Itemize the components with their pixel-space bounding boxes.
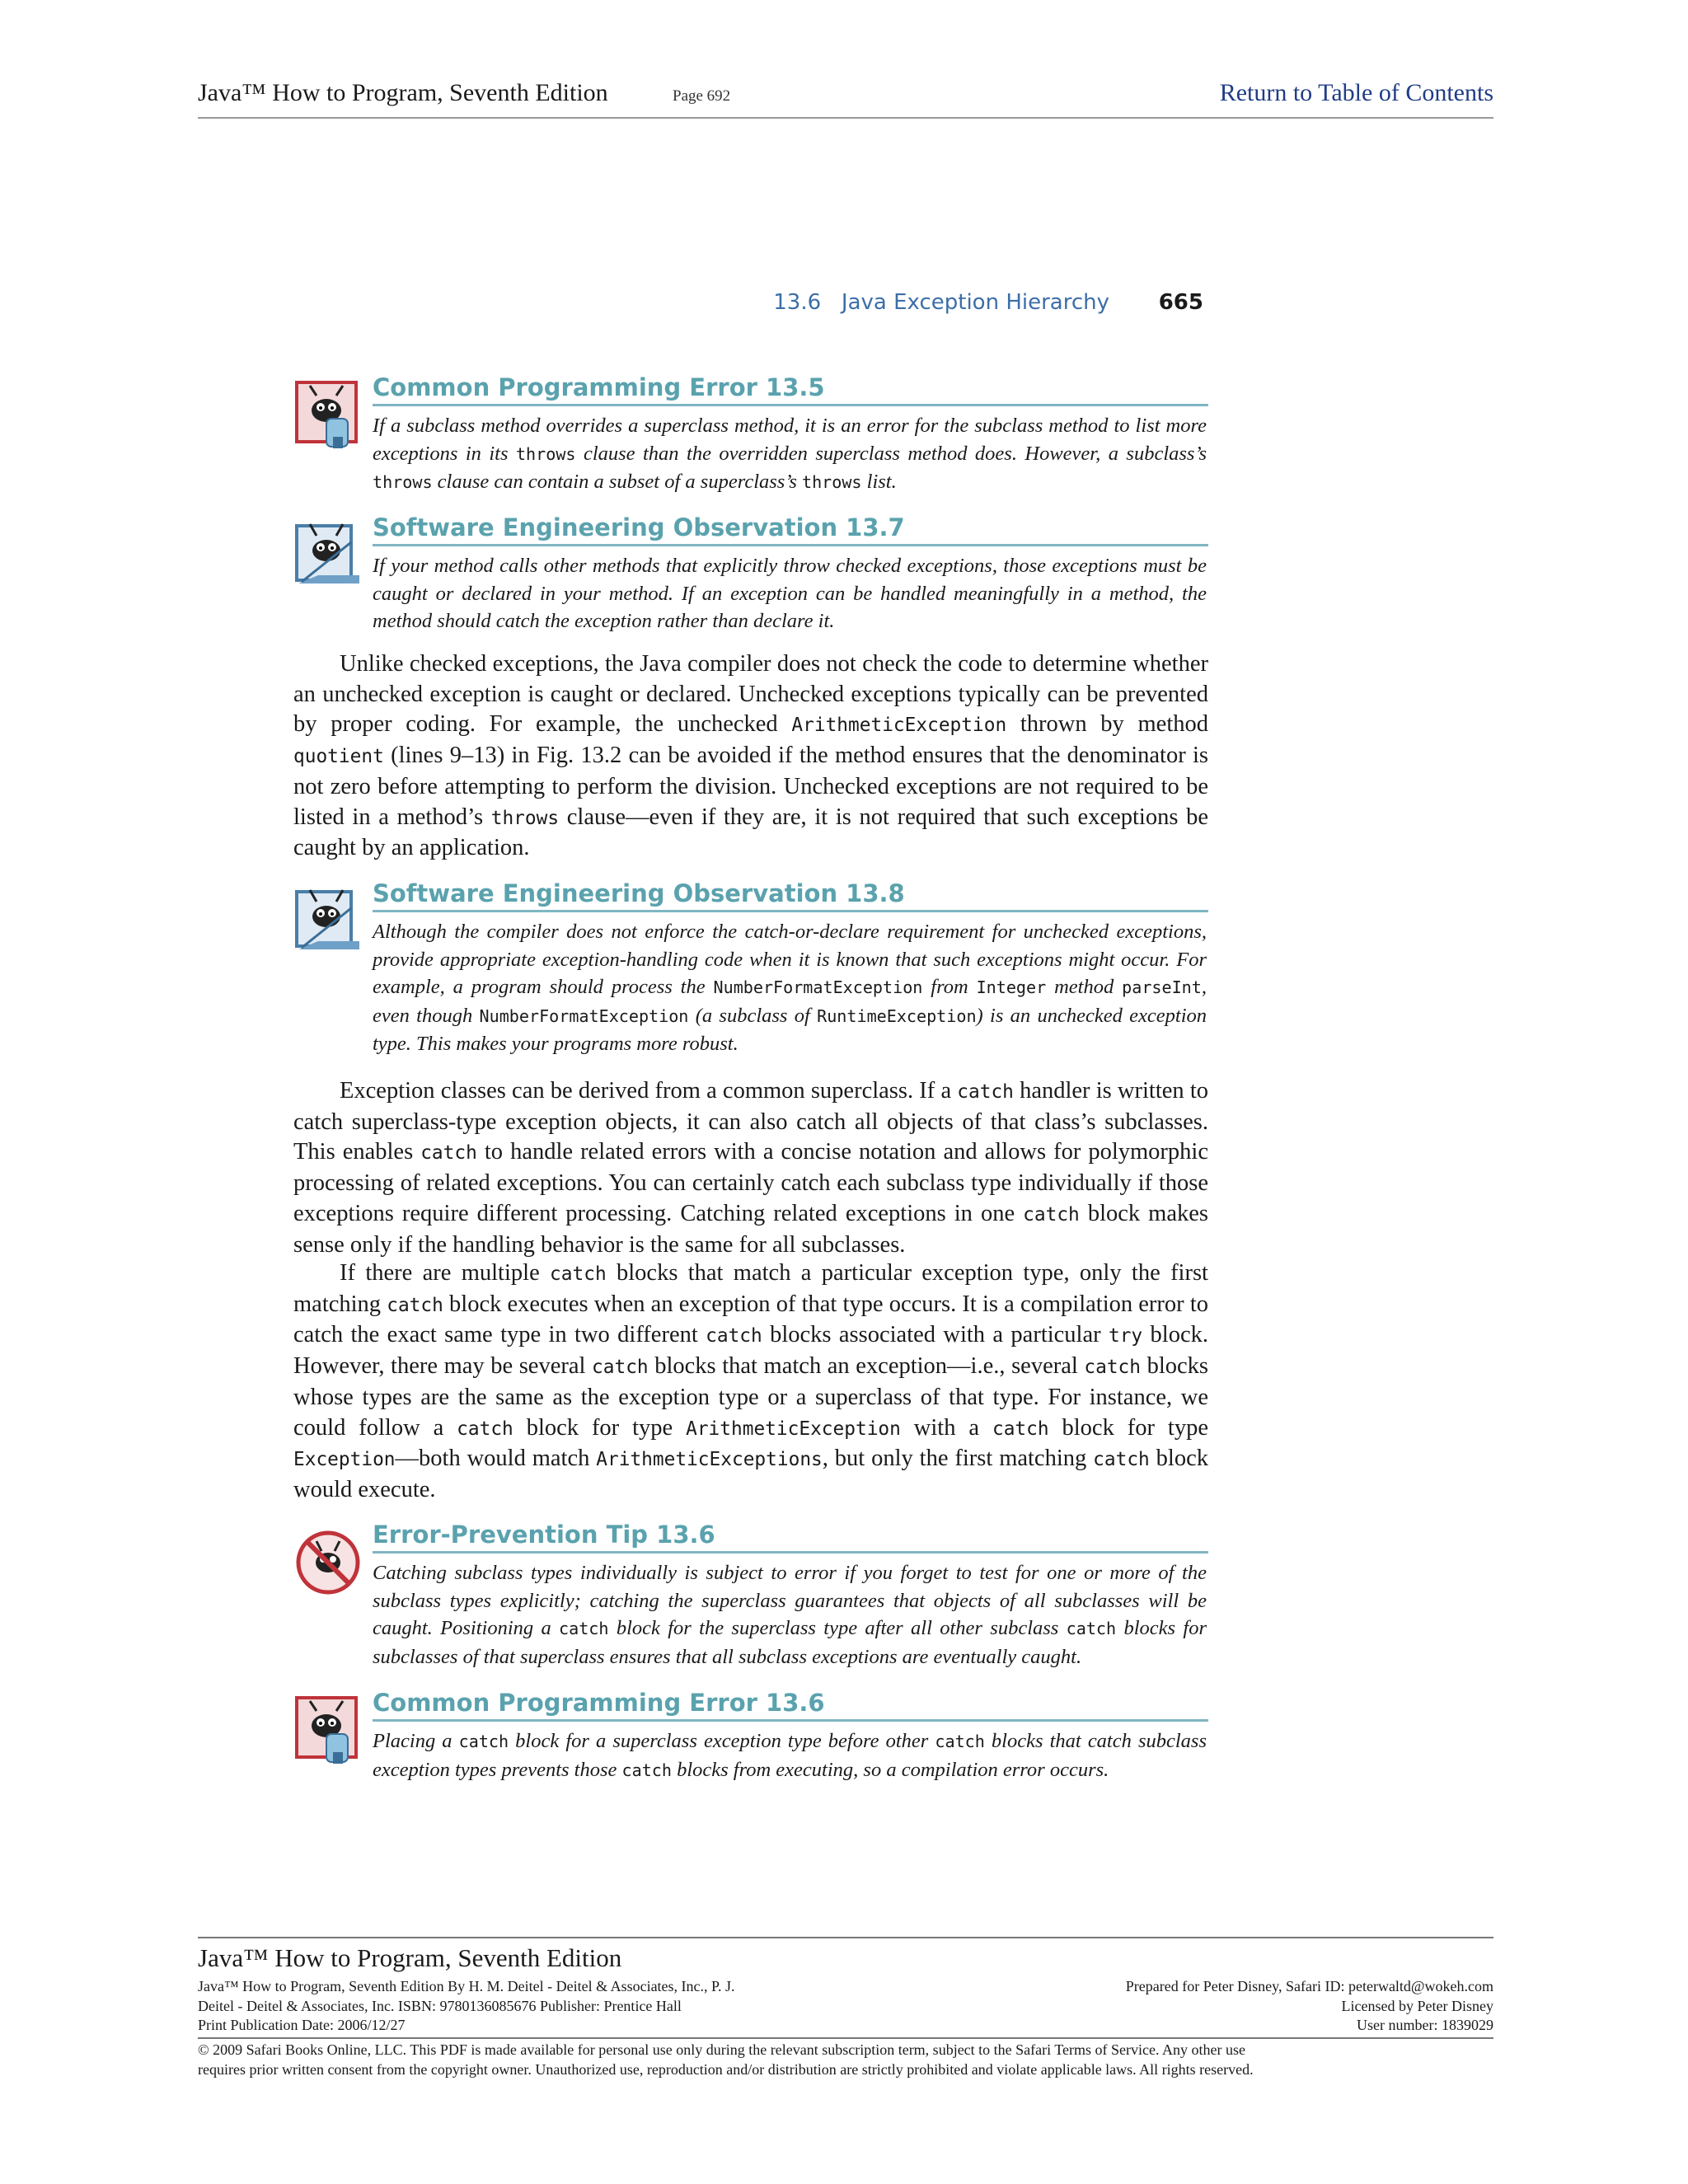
bug-architect-icon xyxy=(293,883,366,958)
inline-code: catch xyxy=(550,1263,607,1285)
body-paragraph: If there are multiple catch blocks that match a particular exception type, only the first matching catch block executes when an exception of that type occurs. It is a compilation error to catch the exact same type in two different catch blocks associated with a particular try block. However, there may be several catch blocks that match an exception—i.e., several catch blocks whose types are the same as the exception type or a superclass of that type. For instance, we could follow a catch block for type ArithmeticException with a catch block for type Exception—both would match ArithmeticExceptions, but only the first matching catch block would execute. xyxy=(293,1260,1208,1502)
footer-book-title: Java™ How to Program, Seventh Edition xyxy=(198,1943,622,1972)
page-header xyxy=(198,79,1493,119)
no-bug-icon xyxy=(293,1525,366,1599)
tip-title: Software Engineering Observation 13.7 xyxy=(373,513,1208,546)
footer-line: Print Publication Date: 2006/12/27 xyxy=(198,2017,406,2033)
inline-code: throws xyxy=(490,807,560,829)
page-label: Page 692 xyxy=(673,87,731,105)
inline-code: catch xyxy=(706,1325,762,1347)
inline-code: ArithmeticException xyxy=(686,1418,901,1440)
tip-text: Catching subclass types individually is subject to error if you forget to test for one or more of the subclass types explicitly; catching the superclass guarantees that objects of all subclasses will be caught. Positioning a catch block for the superclass type after all other subclass catch blocks for subclasses of that superclass ensures that all subclass exceptions are eventually caught. xyxy=(373,1562,1207,1668)
inline-code: throws xyxy=(373,472,433,492)
inline-code: catch xyxy=(458,1732,509,1751)
bug-architect-icon xyxy=(293,518,366,592)
section-title: 13.6 Java Exception Hierarchy xyxy=(773,290,1109,315)
inline-code: RuntimeException xyxy=(817,1005,977,1026)
inline-code: try xyxy=(1108,1325,1143,1347)
running-head xyxy=(742,290,1203,323)
inline-code: parseInt xyxy=(1122,977,1202,997)
inline-code: catch xyxy=(420,1142,477,1165)
inline-code: NumberFormatException xyxy=(479,1005,689,1026)
footer-license-info xyxy=(1126,1977,1493,2036)
tip-box xyxy=(293,373,1208,504)
tip-text: Although the compiler does not enforce the catch-or-declare requirement for unchecked exceptions, provide appropriate exception-handling code when it is known that such exceptions might occur. For example, a program should process the NumberFormatException from Integer method parseInt, even though NumberFormatException (a subclass of RuntimeException) is an unchecked exception type. This makes your programs more robust. xyxy=(373,921,1207,1055)
inline-code: catch xyxy=(592,1357,649,1379)
body-paragraph: Exception classes can be derived from a common superclass. If a catch handler is written to catch superclass-type exception objects, it can also catch all objects of that class’s subclasses. This enables catch to handle related errors with a concise notation and allows for polymorphic processing of related exceptions. You can certainly catch each subclass type individually if those exceptions require different processing. Catching related exceptions in one catch block makes sense only if the handling behavior is the same for all subclasses. xyxy=(293,1078,1208,1258)
tip-title: Common Programming Error 13.5 xyxy=(373,373,1208,406)
footer-publication-info xyxy=(198,1977,735,2036)
inline-code: catch xyxy=(1066,1619,1117,1638)
inline-code: ArithmeticException xyxy=(791,715,1007,737)
tip-box xyxy=(293,1520,1208,1681)
page-footer xyxy=(198,1937,1493,2079)
tip-text: Placing a catch block for a superclass exception type before other catch blocks that catch subclass exception types prevents those catch blocks from executing, so a compilation error occurs. xyxy=(373,1730,1207,1781)
footer-line: requires prior written consent from the copyright owner. Unauthorized use, reproduction and/or distribution are strictly prohibited and violate applicable laws. All rights reserved. xyxy=(198,2060,1254,2078)
bug-thumbs-down-icon xyxy=(293,377,366,452)
inline-code: catch xyxy=(1093,1449,1150,1471)
inline-code: Integer xyxy=(976,977,1047,997)
inline-code: NumberFormatException xyxy=(713,977,923,997)
inline-code: ArithmeticExceptions xyxy=(596,1449,823,1471)
footer-line: Licensed by Peter Disney xyxy=(1341,1997,1493,2014)
tip-title: Common Programming Error 13.6 xyxy=(373,1688,1208,1722)
inline-code: Exception xyxy=(293,1449,396,1471)
inline-code: catch xyxy=(387,1294,443,1316)
book-title: Java™ How to Program, Seventh Edition xyxy=(198,79,608,106)
bug-thumbs-down-icon xyxy=(293,1693,366,1767)
tip-box xyxy=(293,513,1208,644)
footer-line: User number: 1839029 xyxy=(1357,2017,1493,2033)
book-page-number: 665 xyxy=(1158,290,1203,315)
inline-code: throws xyxy=(801,472,862,492)
inline-code: quotient xyxy=(293,746,384,768)
inline-code: throws xyxy=(515,443,576,464)
footer-line: Deitel - Deitel & Associates, Inc. ISBN: 9780136085676 Publisher: Prentice Hall xyxy=(198,1997,682,2014)
footer-copyright xyxy=(198,2037,1493,2079)
tip-box xyxy=(293,879,1208,1065)
tip-text: If your method calls other methods that explicitly throw checked exceptions, those exceptions must be caught or declared in your method. If an exception can be handled meaningfully in a method, the method should catch the exception rather than declare it. xyxy=(373,555,1207,632)
inline-code: catch xyxy=(559,1619,609,1638)
tip-title: Error-Prevention Tip 13.6 xyxy=(373,1520,1208,1554)
inline-code: catch xyxy=(957,1081,1014,1103)
footer-line: © 2009 Safari Books Online, LLC. This PDF is made available for personal use only during the relevant subscription term, subject to the Safari Terms of Service. Any other use xyxy=(198,2041,1245,2058)
footer-line: Prepared for Peter Disney, Safari ID: peterwaltd@wokeh.com xyxy=(1125,1978,1493,1994)
inline-code: catch xyxy=(1023,1203,1080,1226)
inline-code: catch xyxy=(621,1760,672,1780)
return-to-toc-link[interactable]: Return to Table of Contents xyxy=(1219,79,1493,106)
tip-title: Software Engineering Observation 13.8 xyxy=(373,879,1208,912)
tip-box xyxy=(293,1688,1208,1795)
inline-code: catch xyxy=(457,1418,513,1440)
inline-code: catch xyxy=(935,1732,985,1751)
tip-text: If a subclass method overrides a superclass method, it is an error for the subclass method to list more exceptions in its throws clause than the overridden superclass method does. However, a subclass’s throws clause can contain a subset of a superclass’s throws list. xyxy=(373,415,1207,493)
body-paragraph: Unlike checked exceptions, the Java compiler does not check the code to determine whether an unchecked exception is caught or declared. Unchecked exceptions typically can be prevented by proper coding. For example, the unchecked ArithmeticException thrown by method quotient (lines 9–13) in Fig. 13.2 can be avoided if the method ensures that the denominator is not zero before attempting to perform the division. Unchecked exceptions are not required to be listed in a method’s throws clause—even if they are, it is not required that such exceptions be caught by an application. xyxy=(293,651,1208,861)
footer-line: Java™ How to Program, Seventh Edition By H. M. Deitel - Deitel & Associates, Inc., P. J. xyxy=(198,1978,735,1994)
inline-code: catch xyxy=(992,1418,1049,1440)
inline-code: catch xyxy=(1084,1357,1141,1379)
